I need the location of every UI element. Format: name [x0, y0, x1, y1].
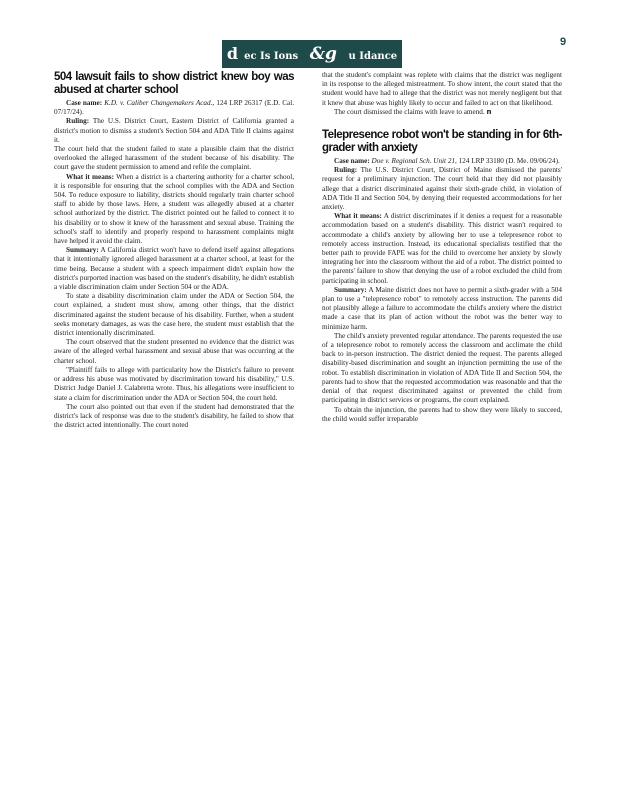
article-1-paragraph: The court observed that the student presented no evidence that the district was aware of the alleged verbal harassment and sexual abuse that was occurring at the charter school.: [54, 338, 294, 365]
article-1-case-name: Case name: K.D. v. Caliber Changemakers Acad., 124 LRP 26317 (E.D. Cal. 07/17/24).: [54, 99, 294, 117]
end-mark-icon: n: [486, 107, 492, 116]
banner-ampersand: &g: [309, 44, 337, 64]
section-banner: [222, 40, 402, 68]
article-1-continued-paragraph: that the student's complaint was replete with claims that the district was negligent in its response to the alleged mistreatment. To show intent, the court stated that the student would have had to allege that the district was not merely negligent but that it knew that abuse was highly likely to occur and failed to act on that likelihood.: [322, 71, 562, 107]
left-column: [54, 71, 294, 791]
article-2-what-it-means: What it means: A district discriminates if it denies a request for a reasonable accommodation based on a student's disability. This district wasn't required to accommodate a child's anxiety by allowing her to use a telepresence robot to remotely access instruction. Instead, its educational specialists testified that the better path to provide FAPE was for the child to overcome her anxiety by slowly integrating her into the classroom without the aid of a robot. The district pointed to the parents' failure to show that denying the use of a robot excluded the child from participating in school.: [322, 212, 562, 285]
article-2-paragraph: The child's anxiety prevented regular attendance. The parents requested the use of a telepresence robot to remotely access the classroom and acclimate the child back to in-person instruction. The district denied the request. The parents alleged disability-based discrimination and sought an injunction permitting the use of the robot. To establish discrimination in violation of ADA Title II and Section 504, the parents had to show that the requested accommodation was reasonable and that the denial of that request discriminated against or prevented the child from participating in district services or programs, the court explained.: [322, 331, 562, 405]
article-2-ruling: Ruling: The U.S. District Court, District of Maine dismissed the parents' request for a preliminary injunction. The court held that they did not plausibly allege that a district discriminated against their sixth-grade child, in violation of ADA Title II and Section 504, by denying their requested accommodations for her anxiety.: [322, 166, 562, 212]
article-2-paragraph: To obtain the injunction, the parents had to show they were likely to succeed, the child would suffer irreparable: [322, 405, 562, 423]
article-1-closing-paragraph: The court dismissed the claims with leave to amend. n: [334, 107, 492, 116]
banner-word-decisions: ec Is Ions: [244, 51, 299, 62]
article-2-case-name: Case name: Doe v. Regional Sch. Unit 21, 124 LRP 33180 (D. Me. 09/06/24).: [334, 157, 560, 166]
page-header: [0, 0, 618, 80]
banner-cap-letter: d: [226, 44, 239, 63]
article-2-summary: Summary: A Maine district does not have to permit a sixth-grader with a 504 plan to use a "telepresence robot" to remotely access instruction. The parents did not plausibly allege a failure to accommodate the child's anxiety where the district made a case that its plan of action without the robot was the better way to minimize harm.: [322, 285, 562, 331]
article-1-paragraph: "Plaintiff fails to allege with particularity how the District's failure to prevent or address his abuse was motivated by discrimination toward his disability," U.S. District Judge Daniel J. Calabretta wrote. Thus, his allegations were insufficient to state a claim for discrimination under the ADA or Section 504, the court held.: [54, 365, 294, 402]
article-1-paragraph: To state a disability discrimination claim under the ADA or Section 504, the court explained, a student must show, among other things, that the district discriminated against the student because of his disability. Further, when a student seeks monetary damages, as was the case here, the student must establish that the district intentionally discriminated.: [54, 292, 294, 338]
article-1-ruling: Ruling: The U.S. District Court, Eastern District of California granted a district's motion to dismiss a student's Section 504 and ADA Title II claims against it.: [54, 117, 294, 144]
right-column: [322, 71, 562, 791]
article-1-what-it-means: What it means: When a district is a chartering authority for a charter school, it is responsible for ensuring that the school complies with the ADA and Section 504. To reduce exposure to liability, districts should regularly train charter school staff to abide by those laws. Here, a student was allegedly abused at a charter school authorized by the district. The district pointed out he failed to connect it to his disability or to show it knew of the harassment and sexual abuse. Training the school's staff to identify and properly respond to harassment complaints might have helped it avoid the claim.: [54, 172, 294, 246]
article-2-headline: Telepresence robot won't be standing in for 6th-grader with anxiety: [322, 129, 562, 154]
article-1-summary: Summary: A California district won't have to defend itself against allegations that it intentionally ignored alleged harassment at a charter school, at least for the time being. Because a student with a speech impairment didn't explain how the district's purported inaction was based on the student's disability, he didn't establish a viable discrimination claim under Section 504 or the ADA.: [54, 246, 294, 292]
banner-word-guidance: u Idance: [348, 51, 398, 62]
article-1-paragraph: The court also pointed out that even if the student had demonstrated that the district's lack of response was due to the student's disability, he failed to show that the district acted intentionally. The court noted: [54, 402, 294, 430]
page-number: 9: [560, 36, 567, 48]
article-1-headline: 504 lawsuit fails to show district knew boy was abused at charter school: [54, 71, 294, 96]
article-1-paragraph: The court held that the student failed to state a plausible claim that the district overlooked the alleged harassment of the student because of his disability. The court gave the student permission to amend and refile the complaint.: [54, 145, 294, 172]
